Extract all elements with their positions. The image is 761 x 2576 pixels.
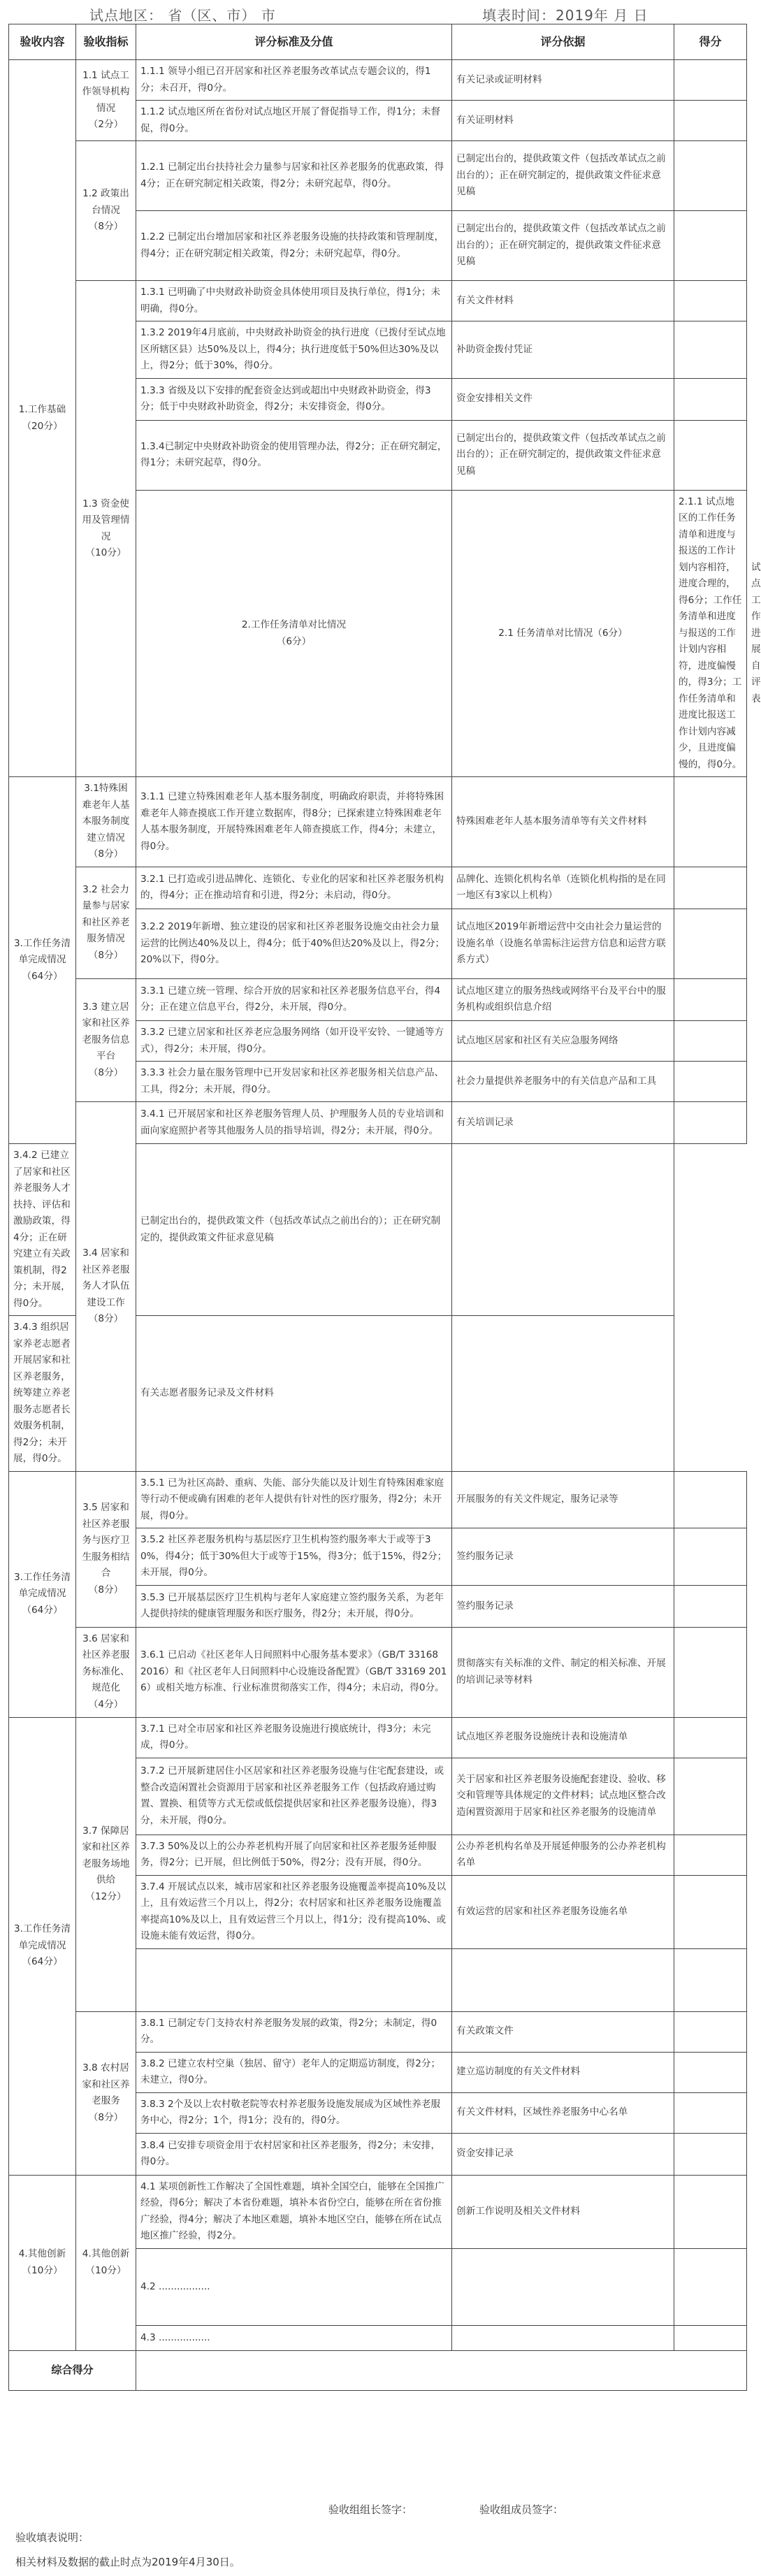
criteria-cell: 3.8.1 已制定专门支持农村养老服务发展的政策，得2分；未制定，得0分。 [136, 2011, 452, 2052]
basis-cell: 创新工作说明及相关文件材料 [452, 2175, 674, 2248]
score-cell[interactable] [452, 1144, 674, 1316]
criteria-cell: 3.5.1 已为社区高龄、重病、失能、部分失能以及计划生育特殊困难家庭等行动不便或确有困难的老年人提供有针对性的医疗服务，得2分；未开展，得0分。 [136, 1471, 452, 1528]
basis-cell: 有关文件材料 [452, 281, 674, 321]
indicator-cell: 3.4 居家和社区养老服务人才队伍建设工作 （8分） [76, 1102, 136, 1472]
table-row [9, 60, 747, 101]
criteria-cell: 1.3.2 2019年4月底前，中央财政补助资金的执行进度（已拨付至试点地区所辖区县）达50%及以上，得4分；执行进度低于50%但达30%及以上，得2分；低于30%，得0分。 [136, 321, 452, 379]
criteria-cell [136, 1948, 452, 2011]
indicator-cell: 1.2 政策出台情况 （8分） [76, 141, 136, 281]
criteria-cell: 4.1 某项创新性工作解决了全国性难题，填补全国空白，能够在全国推广经验，得6分；解决了本省份难题，填补本省份空白，能够在所在省份推广经验，得4分；解决了本地区难题，填补本地区空白，能够在所在试点地区推广经验，得2分。 [136, 2175, 452, 2248]
content-cell: 3.工作任务清单完成情况 （64分） [9, 1471, 76, 1717]
indicator-cell: 3.6 居家和社区养老服务标准化、规范化 （4分） [76, 1627, 136, 1717]
criteria-cell: 3.3.3 社会力量在服务管理中已开发居家和社区养老服务相关信息产品、工具，得2分；未开展，得0分。 [136, 1062, 452, 1102]
score-cell[interactable] [674, 1627, 747, 1717]
basis-cell: 试点地区2019年新增运营中交由社会力量运营的设施名单（设施名单需标注运营方信息和运营方联系方式） [452, 909, 674, 978]
basis-cell: 已制定出台的，提供政策文件（包括改革试点之前出台的）；正在研究制定的，提供政策文件征求意见稿 [452, 141, 674, 211]
basis-cell: 已制定出台的，提供政策文件（包括改革试点之前出台的）；正在研究制定的，提供政策文件征求意见稿 [452, 211, 674, 281]
criteria-cell: 3.8.2 已建立农村空巢（独居、留守）老年人的定期巡访制度，得2分；未建立，得0分。 [136, 2052, 452, 2092]
score-cell[interactable] [674, 281, 747, 321]
table-row [9, 281, 747, 321]
col-header-score: 得分 [674, 24, 747, 60]
criteria-cell: 1.1.2 试点地区所在省份对试点地区开展了督促指导工作，得1分；未督促，得0分。 [136, 101, 452, 141]
content-cell: 1.工作基础 （20分） [9, 60, 76, 777]
score-cell[interactable] [674, 1835, 747, 1875]
basis-cell: 开展服务的有关文件规定，服务记录等 [452, 1471, 674, 1528]
score-cell[interactable] [674, 867, 747, 909]
table-row [9, 777, 747, 867]
table-row [9, 867, 747, 909]
criteria-cell: 3.5.2 社区养老服务机构与基层医疗卫生机构签约服务率大于或等于30%，得4分；低于30%但大于或等于15%，得3分；低于15%，得2分；未开展，得0分。 [136, 1528, 452, 1586]
criteria-cell: 1.3.4已制定中央财政补助资金的使用管理办法，得2分；正在研究制定，得1分；未研究起草，得0分。 [136, 420, 452, 490]
criteria-cell: 1.1.1 领导小组已召开居家和社区养老服务改革试点专题会议的，得1分；未召开，得0分。 [136, 60, 452, 101]
region-field: 试点地区： 省（区、市） 市 [89, 7, 276, 24]
criteria-cell: 3.5.3 已开展基层医疗卫生机构与老年人家庭建立签约服务关系，为老年人提供持续的健康管理服务和医疗服务，得2分；未开展，得0分。 [136, 1585, 452, 1627]
table-row [9, 2175, 747, 2248]
basis-cell: 资金安排记录 [452, 2133, 674, 2175]
content-cell: 4.其他创新 （10分） [9, 2175, 76, 2350]
criteria-cell: 3.2.1 已打造或引进品牌化、连锁化、专业化的居家和社区养老服务机构的，得4分；正在推动培育和引进，得2分；未启动，得0分。 [136, 867, 452, 909]
table-row [9, 1471, 747, 1528]
table-row: 2.工作任务清单对比情况 （6分） 2.1 任务清单对比情况（6分） 2.1.1 试点地区的工作任务清单和进度与报送的工作计划内容相符，进度合理的，得6分；工作任务清单和进度与报送的工作计划内容相符，进度偏慢的，得3分；工作任务清单和进度比报送工作计划内容减少，且进度偏慢的，得0分。 试点工作进展自评表 [9, 490, 747, 777]
criteria-cell: 3.4.1 已开展居家和社区养老服务管理人员、护理服务人员的专业培训和面向家庭照护者等其他服务人员的指导培训，得2分；未开展，得0分。 [136, 1102, 452, 1144]
criteria-cell: 1.3.3 省级及以下安排的配套资金达到或超出中央财政补助资金，得3分；低于中央财政补助资金，得2分；未安排资金，得0分。 [136, 378, 452, 420]
basis-cell: 有关记录或证明材料 [452, 60, 674, 101]
criteria-cell: 3.7.1 已对全市居家和社区养老服务设施进行摸底统计，得3分；未完成，得0分。 [136, 1717, 452, 1758]
score-cell[interactable] [674, 1758, 747, 1835]
score-cell[interactable] [674, 1020, 747, 1061]
criteria-cell: 1.2.2 已制定出台增加居家和社区养老服务设施的扶持政策和管理制度，得4分；正在研究制定相关政策，得2分；未研究起草，得0分。 [136, 211, 452, 281]
member-signature: 验收组成员签字： [479, 2503, 564, 2516]
criteria-cell: 3.8.3 2个及以上农村敬老院等农村养老服务设施发展成为区域性养老服务中心，得2分；1个，得1分；没有的，得0分。 [136, 2092, 452, 2133]
basis-cell: 有效运营的居家和社区养老服务设施名单 [452, 1875, 674, 1948]
criteria-cell: 4.3 ................. [136, 2325, 452, 2350]
basis-cell: 签约服务记录 [452, 1528, 674, 1586]
basis-cell: 有关政策文件 [452, 2011, 674, 2052]
score-cell[interactable] [674, 2011, 747, 2052]
basis-cell: 建立巡访制度的有关文件材料 [452, 2052, 674, 2092]
basis-cell: 补助资金拨付凭证 [452, 321, 674, 379]
col-header-criteria: 评分标准及分值 [136, 24, 452, 60]
leader-signature: 验收组组长签字： [328, 2503, 413, 2516]
basis-cell: 品牌化、连锁化机构名单（连锁化机构指的是在同一地区有3家以上机构） [452, 867, 674, 909]
score-cell[interactable] [452, 1316, 674, 1472]
indicator-cell: 3.5 居家和社区养老服务与医疗卫生服务相结合 （8分） [76, 1471, 136, 1627]
table-header-row [9, 24, 747, 60]
total-score-cell[interactable] [136, 2350, 747, 2390]
score-cell[interactable] [674, 2175, 747, 2248]
criteria-cell: 3.4.2 已建立了居家和社区养老服务人才扶持、评估和激励政策，得4分；正在研究建立有关政策机制，得2分；未开展，得0分。 [9, 1144, 76, 1316]
content-cell: 3.工作任务清单完成情况 （64分） [9, 777, 76, 1144]
table-row [9, 1102, 747, 1144]
criteria-cell: 3.3.2 已建立居家和社区养老应急服务网络（如开设平安铃、一键通等方式），得2分；未开展，得0分。 [136, 1020, 452, 1061]
score-cell[interactable] [674, 101, 747, 141]
criteria-cell: 3.3.1 已建立统一管理、综合开放的居家和社区养老服务信息平台，得4分；正在建立信息平台，得2分，未开展，得0分。 [136, 978, 452, 1020]
acceptance-table [8, 24, 761, 2391]
basis-cell [452, 1948, 674, 2011]
basis-cell: 签约服务记录 [452, 1585, 674, 1627]
total-score-label: 综合得分 [9, 2350, 136, 2390]
score-cell[interactable] [674, 2325, 747, 2350]
criteria-cell: 3.7.3 50%及以上的公办养老机构开展了向居家和社区养老服务延伸服务，得2分；已开展，但比例低于50%，得2分；没有开展，得0分。 [136, 1835, 452, 1875]
score-cell[interactable] [674, 378, 747, 420]
basis-cell: 有关证明材料 [452, 101, 674, 141]
basis-cell: 试点地区居家和社区有关应急服务网络 [452, 1020, 674, 1061]
note-title: 验收填表说明： [15, 2531, 89, 2544]
table-row [9, 1627, 747, 1717]
score-cell[interactable] [674, 60, 747, 101]
content-cell: 2.工作任务清单对比情况 （6分） [136, 490, 452, 777]
criteria-cell: 3.2.2 2019年新增、独立建设的居家和社区养老服务设施交由社会力量运营的比例达40%及以上，得4分；低于40%但达20%及以上，得2分；20%以下，得0分。 [136, 909, 452, 978]
score-cell[interactable] [674, 2092, 747, 2133]
criteria-cell: 3.4.3 组织居家养老志愿者开展居家和社区养老服务，统筹建立养老服务志愿者长效服务机制，得2分；未开展，得0分。 [9, 1316, 76, 1472]
table-row [9, 2011, 747, 2052]
criteria-cell: 2.1.1 试点地区的工作任务清单和进度与报送的工作计划内容相符，进度合理的，得6分；工作任务清单和进度与报送的工作计划内容相符，进度偏慢的，得3分；工作任务清单和进度比报送工作计划内容减少，且进度偏慢的，得0分。 [674, 490, 747, 777]
content-cell: 3.工作任务清单完成情况 （64分） [9, 1717, 76, 2175]
basis-cell: 已制定出台的，提供政策文件（包括改革试点之前出台的）；正在研究制定的，提供政策文件征求意见稿 [136, 1144, 452, 1316]
basis-cell: 关于居家和社区养老服务设施配套建设、验收、移交和管理等具体规定的文件材料；试点地区整合改造闲置资源用于居家和社区养老服务的设施清单 [452, 1758, 674, 1835]
score-cell[interactable] [674, 2248, 747, 2325]
score-cell[interactable] [674, 1528, 747, 1586]
score-cell[interactable] [674, 1062, 747, 1102]
table-row [9, 978, 747, 1020]
criteria-cell: 3.8.4 已安排专项资金用于农村居家和社区养老服务，得2分；未安排，得0分。 [136, 2133, 452, 2175]
indicator-cell: 3.2 社会力量参与居家和社区养老服务情况 （8分） [76, 867, 136, 978]
col-header-content: 验收内容 [9, 24, 76, 60]
score-cell[interactable] [674, 1948, 747, 2011]
score-cell[interactable] [674, 1471, 747, 1528]
indicator-cell: 1.3 资金使用及管理情况 （10分） [76, 281, 136, 777]
basis-cell [452, 2248, 674, 2325]
col-header-basis: 评分依据 [452, 24, 674, 60]
basis-cell: 贯彻落实有关标准的文件、制定的相关标准、开展的培训记录等材料 [452, 1627, 674, 1717]
score-cell[interactable] [674, 909, 747, 978]
score-cell[interactable] [674, 1717, 747, 1758]
basis-cell: 有关志愿者服务记录及文件材料 [136, 1316, 452, 1472]
table-row [9, 1717, 747, 1758]
score-cell[interactable] [674, 1875, 747, 1948]
score-cell[interactable] [674, 1102, 747, 1144]
criteria-cell: 3.7.4 开展试点以来，城市居家和社区养老服务设施覆盖率提高10%及以上，且有效运营三个月以上，得2分；农村居家和社区养老服务设施覆盖率提高10%及以上，且有效运营三个月以上，得1分；没有提高10%、或设施未能有效运营，得0分。 [136, 1875, 452, 1948]
indicator-cell: 2.1 任务清单对比情况（6分） [452, 490, 674, 777]
basis-cell: 已制定出台的，提供政策文件（包括改革试点之前出台的）；正在研究制定的，提供政策文件征求意见稿 [452, 420, 674, 490]
criteria-cell: 3.1.1 已建立特殊困难老年人基本服务制度，明确政府职责，并将特殊困难老年人筛查摸底工作开建立数据库，得8分；已探索建立特殊困难老年人基本服务制度，开展特殊困难老年人筛查摸底工作，得4分；未建立，得0分。 [136, 777, 452, 867]
score-cell[interactable] [674, 420, 747, 490]
basis-cell [452, 2325, 674, 2350]
score-cell[interactable] [674, 321, 747, 379]
score-cell[interactable] [674, 2133, 747, 2175]
score-cell[interactable] [674, 978, 747, 1020]
fill-date-field: 填表时间：2019年 月 日 [482, 7, 648, 24]
basis-cell: 试点地区养老服务设施统计表和设施清单 [452, 1717, 674, 1758]
col-header-indicator: 验收指标 [76, 24, 136, 60]
table-body [9, 60, 761, 2351]
score-cell[interactable] [674, 1585, 747, 1627]
total-score-row [9, 2350, 747, 2390]
form-header [0, 0, 755, 24]
score-cell[interactable] [674, 2052, 747, 2092]
criteria-cell: 1.3.1 已明确了中央财政补助资金具体使用项目及执行单位，得1分；未明确，得0分。 [136, 281, 452, 321]
score-cell[interactable] [674, 211, 747, 281]
indicator-cell: 4.其他创新 （10分） [76, 2175, 136, 2350]
basis-cell: 资金安排相关文件 [452, 378, 674, 420]
indicator-cell: 3.3 建立居家和社区养老服务信息平台 （8分） [76, 978, 136, 1101]
basis-cell: 特殊困难老年人基本服务清单等有关文件材料 [452, 777, 674, 867]
basis-cell: 有关培训记录 [452, 1102, 674, 1144]
criteria-cell: 3.7.2 已开展新建居住小区居家和社区养老服务设施与住宅配套建设，或整合改造闲置社会资源用于居家和社区养老服务工作（包括政府通过购置、置换、租赁等方式无偿或低偿提供居家和社区养老服务设施），得3分，未开展，得0分。 [136, 1758, 452, 1835]
basis-cell: 社会力量提供养老服务中的有关信息产品和工具 [452, 1062, 674, 1102]
indicator-cell: 3.7 保障居家和社区养老服务场地供给 （12分） [76, 1717, 136, 2011]
score-cell[interactable] [674, 141, 747, 211]
basis-cell: 公办养老机构名单及开展延伸服务的公办养老机构名单 [452, 1835, 674, 1875]
criteria-cell: 3.6.1 已启动《社区老年人日间照料中心服务基本要求》（GB/T 33168 2016）和《社区老年人日间照料中心设施设备配置》（GB/T 33169 2016）或相关地方标准、行业标准贯彻落实工作，得4分；未启动，得0分。 [136, 1627, 452, 1717]
table-row [9, 141, 747, 211]
criteria-cell: 4.2 ................. [136, 2248, 452, 2325]
indicator-cell: 3.1特殊困难老年人基本服务制度建立情况 （8分） [76, 777, 136, 867]
indicator-cell: 3.8 农村居家和社区养老服务 （8分） [76, 2011, 136, 2175]
criteria-cell: 1.2.1 已制定出台扶持社会力量参与居家和社区养老服务的优惠政策，得4分；正在研究制定相关政策，得2分；未研究起草，得0分。 [136, 141, 452, 211]
basis-cell: 有关文件材料，区域性养老服务中心名单 [452, 2092, 674, 2133]
note-text: 相关材料及数据的截止时点为2019年4月30日。 [15, 2556, 240, 2568]
score-cell[interactable] [674, 777, 747, 867]
indicator-cell: 1.1 试点工作领导机构情况 （2分） [76, 60, 136, 141]
basis-cell: 试点地区建立的服务热线或网络平台及平台中的服务机构或组织信息介绍 [452, 978, 674, 1020]
